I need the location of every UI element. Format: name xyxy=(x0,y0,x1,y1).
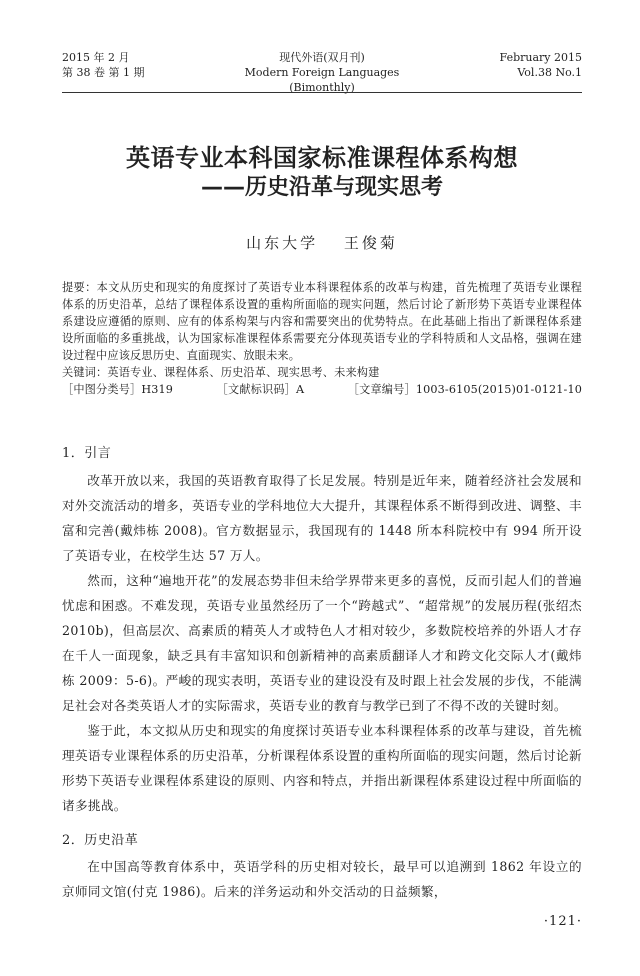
header-divider xyxy=(62,92,582,93)
header-english-date: February 2015 xyxy=(499,51,582,64)
body-paragraph: 改革开放以来，我国的英语教育取得了长足发展。特别是近年来，随着经济社会发展和对外交流活动的增多，英语专业的学科地位大大提升，其课程体系不断得到改进、调整、丰富和完善(戴炜栋 2008)。官方数据显示，我国现有的 1448 所本科院校中有 994 所开设了英语专业，在校学生达 57 万人。 xyxy=(62,473,582,563)
header-english-issue-info xyxy=(432,50,582,80)
classification-row xyxy=(62,381,582,398)
page-header xyxy=(62,50,582,92)
article-title: 英语专业本科国家标准课程体系构想 xyxy=(126,144,518,172)
section-heading: 2．历史沿革 xyxy=(62,833,139,848)
author-institution: 山东大学 xyxy=(246,234,319,252)
author-line xyxy=(62,233,582,253)
document-code: ［文献标识码］A xyxy=(216,383,305,396)
author-name: 王俊菊 xyxy=(343,234,398,252)
body-paragraph: 鉴于此，本文拟从历史和现实的角度探讨英语专业本科课程体系的改革与建设，首先梳理英语专业课程体系的历史沿革，分析课程体系设置的重构所面临的现实问题，然后讨论新形势下英语专业课程体系建设的原则、内容和特点，并指出新课程体系建设过程中所面临的诸多挑战。 xyxy=(62,723,582,813)
section-heading: 1．引言 xyxy=(62,446,112,461)
header-issue-info xyxy=(62,50,212,80)
header-date: 2015 年 2 月 xyxy=(62,51,130,64)
body-paragraph: 在中国高等教育体系中，英语学科的历史相对较长，最早可以追溯到 1862 年设立的京师同文馆(付克 1986)。后来的洋务运动和外交活动的日益频繁， xyxy=(62,859,582,899)
article-subtitle: ——历史沿革与现实思考 xyxy=(200,175,443,200)
header-volume: 第 38 卷 第 1 期 xyxy=(62,66,145,79)
journal-title-chinese: 现代外语(双月刊) xyxy=(279,51,365,64)
header-journal-name xyxy=(212,50,432,95)
abstract-block xyxy=(62,279,582,398)
body-paragraph: 然而，这种“遍地开花”的发展态势非但未给学界带来更多的喜悦，反而引起人们的普遍忧虑和困惑。不难发现，英语专业虽然经历了一个“跨越式”、“超常规”的发展历程(张绍杰 2010b)，但高层次、高素质的精英人才或特色人才相对较少，多数院校培养的外语人才存在千人一面现象，缺乏具有丰富知识和创新精神的高素质翻译人才和跨文化交际人才(戴炜栋 2009：5-6)。严峻的现实表明，英语专业的建设没有及时跟上社会发展的步伐，不能满足社会对各类英语人才的实际需求，英语专业的教育与教学已到了不得不改的关键时刻。 xyxy=(62,573,582,713)
section-history xyxy=(62,831,582,904)
keywords: 关键词：英语专业、课程体系、历史沿革、现实思考、未来构建 xyxy=(62,366,380,379)
article-number: ［文章编号］1003-6105(2015)01-0121-10 xyxy=(347,383,582,396)
header-english-volume: Vol.38 No.1 xyxy=(517,66,582,79)
clc-number: ［中图分类号］H319 xyxy=(62,383,174,396)
section-introduction xyxy=(62,444,582,818)
journal-title-english: Modern Foreign Languages (Bimonthly) xyxy=(244,66,400,94)
page-number: ·121· xyxy=(543,914,582,929)
article-title-block xyxy=(62,143,582,203)
abstract-text: 提要：本文从历史和现实的角度探讨了英语专业本科课程体系的改革与构建，首先梳理了英语专业课程体系的历史沿革，总结了课程体系设置的重构所面临的现实问题，然后讨论了新形势下英语专业课程体系建设应遵循的原则、应有的体系构架与内容和需要突出的优势特点。在此基础上指出了新课程体系建设所面临的多重挑战，认为国家标准课程体系需要充分体现英语专业的学科特质和人文品格，强调在建设过程中应该反思历史、直面现实、放眼未来。 xyxy=(62,281,582,362)
